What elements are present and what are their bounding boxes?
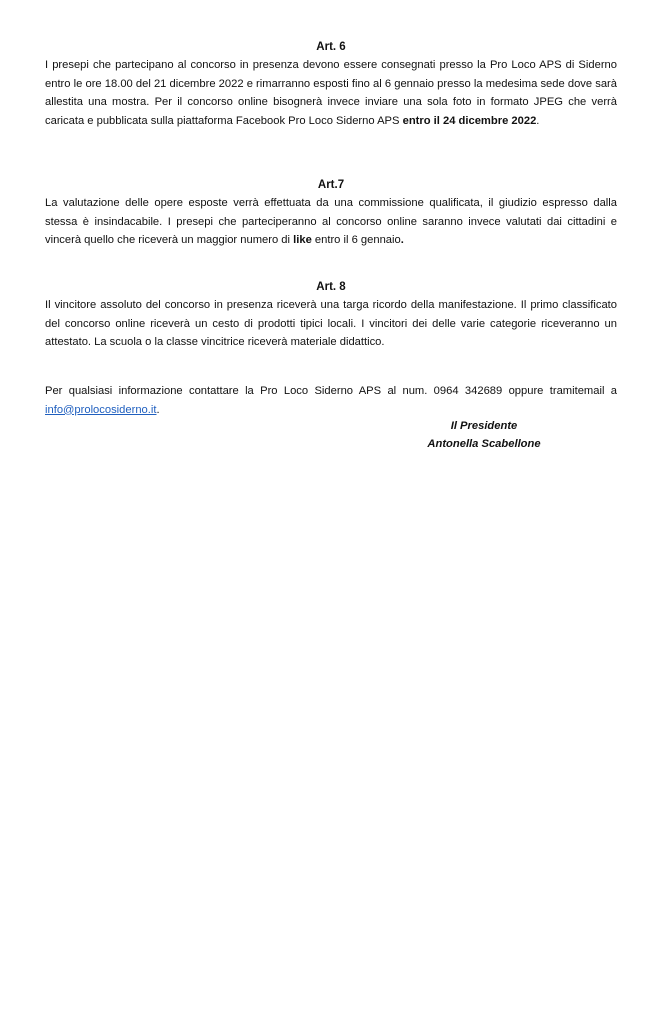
article-7-body xyxy=(45,194,617,250)
article-7 xyxy=(45,176,617,250)
article-7-text-end: entro il 6 gennaio xyxy=(311,234,401,246)
contact-suffix: . xyxy=(156,403,160,416)
article-7-text: La valutazione delle opere esposte verrà effettuata da una commissione qualificata, il giudizio espresso dalla stessa è insindacabile. I presepi che parteciperanno al concorso online saranno invece valutati dai cittadini e vincerà quello che riceverà un maggior numero di xyxy=(45,197,617,246)
article-6-body xyxy=(45,56,617,130)
signature-name: Antonella Scabellone xyxy=(427,438,541,450)
article-6-end: . xyxy=(536,114,540,127)
contact-section xyxy=(45,382,617,419)
article-6-title: Art. 6 xyxy=(316,41,346,53)
article-6-deadline: entro il 24 dicembre 2022 xyxy=(402,114,537,127)
article-6 xyxy=(45,38,617,130)
article-7-title: Art.7 xyxy=(317,179,345,191)
article-8 xyxy=(45,278,617,352)
signature-role: Il Presidente xyxy=(450,420,518,432)
contact-paragraph xyxy=(45,382,617,419)
article-6-text: I presepi che partecipano al concorso in presenza devono essere consegnati presso la Pro Loco APS di Siderno entro le ore 18.00 del 21 dicembre 2022 e rimarranno esposti fino al 6 gennaio presso la medesima sede dove sarà allestita una mostra. Per il concorso online bisognerà invece inviare una sola foto in formato JPEG che verrà caricata e pubblicata sulla piattaforma Facebook Pro Loco Siderno APS xyxy=(45,59,617,127)
article-7-like: like xyxy=(293,234,312,246)
email-link[interactable]: info@prolocosiderno.it xyxy=(45,403,157,416)
article-7-period: . xyxy=(400,234,404,246)
article-8-title: Art. 8 xyxy=(316,281,346,293)
contact-text: Per qualsiasi informazione contattare la Pro Loco Siderno APS al num. 0964 342689 oppure tramitemail a xyxy=(45,385,617,397)
article-8-body: Il vincitore assoluto del concorso in presenza riceverà una targa ricordo della manifestazione. Il primo classificato del concorso online riceverà un cesto di prodotti tipici locali. I vincitori dei delle varie categorie riceveranno un attestato. La scuola o la classe vincitrice riceverà materiale didattico. xyxy=(45,299,617,348)
